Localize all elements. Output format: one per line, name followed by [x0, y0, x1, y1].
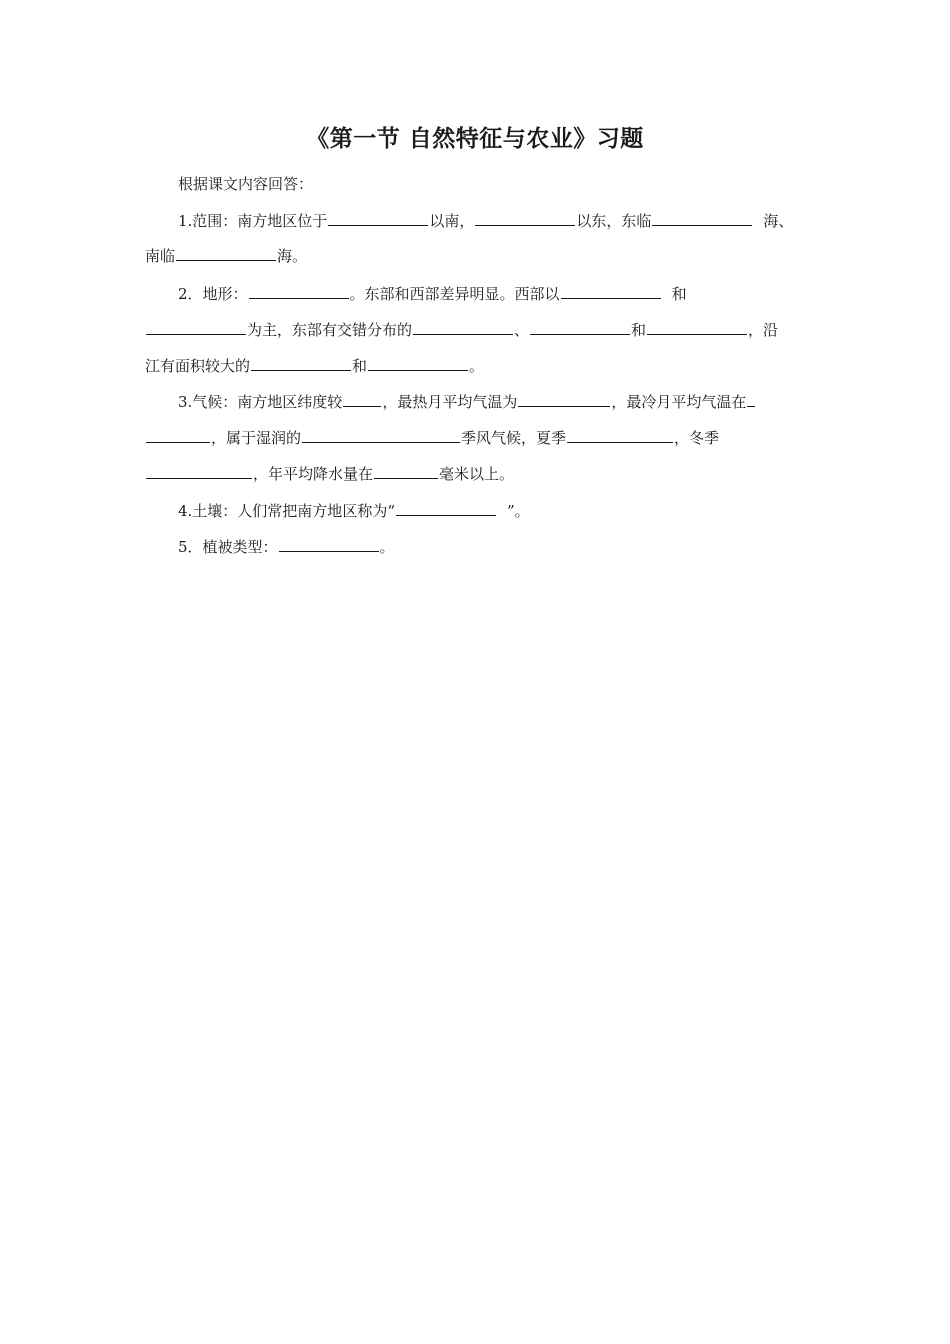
- q3-blank-7[interactable]: [374, 463, 438, 479]
- q1-blank-2[interactable]: [475, 210, 575, 226]
- q3-blank-5[interactable]: [567, 427, 673, 443]
- q1-blank-3[interactable]: [652, 210, 752, 226]
- q2-blank-5[interactable]: [530, 319, 630, 335]
- q3-blank-1[interactable]: [343, 391, 381, 407]
- question-2-line-1: 2．地形： 。东部和西部差异明显。西部以 和: [178, 285, 687, 303]
- question-1-line-2: 南临 海。: [145, 247, 308, 265]
- q2-blank-6[interactable]: [647, 319, 747, 335]
- q2-blank-3[interactable]: [146, 319, 246, 335]
- q3-blank-3b[interactable]: [146, 427, 210, 443]
- intro-text: 根据课文内容回答：: [178, 175, 314, 193]
- question-2-line-2: 为主，东部有交错分布的 、 和 ，沿: [145, 319, 778, 340]
- question-1-line-1: 1.范围：南方地区位于 以南， 以东，东临 海、: [178, 212, 794, 230]
- q1-blank-4[interactable]: [176, 245, 276, 261]
- question-5: 5．植被类型： 。: [178, 538, 395, 556]
- question-2-line-3: 江有面积较大的 和 。: [145, 357, 485, 375]
- q3-blank-6[interactable]: [146, 463, 252, 479]
- q2-blank-7[interactable]: [251, 355, 351, 371]
- q2-blank-1[interactable]: [249, 283, 349, 299]
- question-4: 4.土壤：人们常把南方地区称为“ ”。: [178, 502, 530, 520]
- q2-blank-8[interactable]: [368, 355, 468, 371]
- q1-blank-1[interactable]: [328, 210, 428, 226]
- q3-blank-4[interactable]: [302, 427, 460, 443]
- page-title: 《第一节 自然特征与农业》习题: [306, 125, 644, 152]
- q5-blank-1[interactable]: [279, 536, 379, 552]
- question-3-line-1: 3.气候：南方地区纬度较 ，最热月平均气温为 ，最冷月平均气温在: [178, 391, 756, 412]
- q3-blank-3a[interactable]: [747, 391, 755, 407]
- q3-blank-2[interactable]: [518, 391, 610, 407]
- q2-blank-2[interactable]: [561, 283, 661, 299]
- question-3-line-3: ，年平均降水量在 毫米以上。: [145, 463, 514, 484]
- question-3-line-2: ，属于湿润的 季风气候，夏季 ，冬季: [145, 427, 719, 448]
- q4-blank-1[interactable]: [396, 500, 496, 516]
- q2-blank-4[interactable]: [413, 319, 513, 335]
